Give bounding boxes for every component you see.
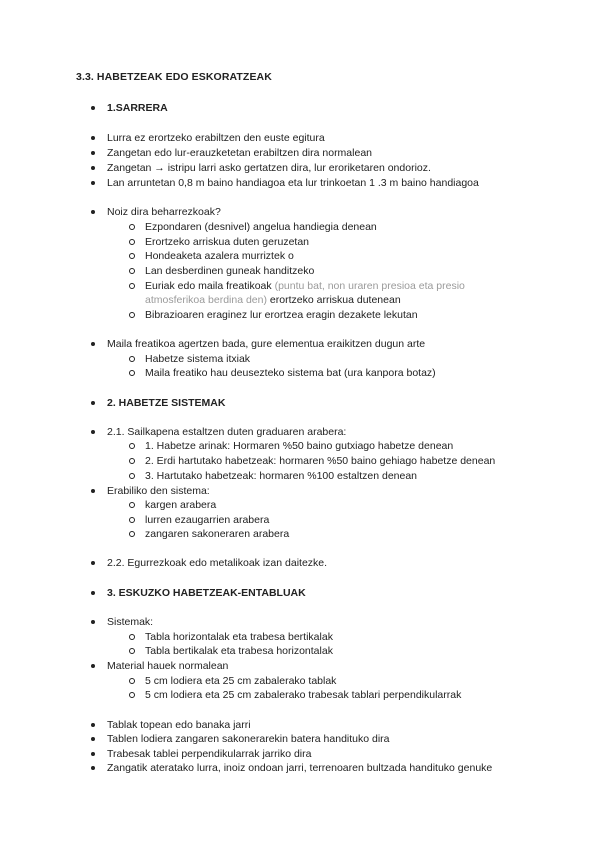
sub-list-item-note: (puntu bat, non uraren presioa eta presio xyxy=(274,280,465,292)
list-item: Erabiliko den sistema: xyxy=(107,485,210,497)
sub-list-item-note: atmosferikoa berdina den) xyxy=(145,294,267,306)
sub-list-item: Habetze sistema itxiak xyxy=(145,353,251,365)
sub-list-item: Ezpondaren (desnivel) angelua handiegia denean xyxy=(145,221,377,233)
sub-list-item xyxy=(145,279,465,293)
list-item: Noiz dira beharrezkoak? xyxy=(107,206,221,218)
list-item: Zangetan edo lur-erauzketetan erabiltzen dira normalean xyxy=(107,147,372,159)
sub-list-item: kargen arabera xyxy=(145,499,217,511)
sub-list-item: 3. Hartutako habetzeak: hormaren %100 estaltzen denean xyxy=(145,470,418,482)
sub-list-item-text: Euriak edo maila freatikoak xyxy=(145,280,272,292)
sub-list-item: Tabla bertikalak eta trabesa horizontalak xyxy=(145,645,333,657)
list-item: Material hauek normalean xyxy=(107,660,229,672)
document-title: 3.3. HABETZEAK EDO ESKORATZEAK xyxy=(76,71,272,83)
list-item: Zangatik ateratako lurra, inoiz ondoan jarri, terrenoaren bultzada handituko genuke xyxy=(107,762,493,774)
sub-list-item: Lan desberdinen guneak handitzeko xyxy=(145,265,315,277)
sub-list-item-text: erortzeko arriskua dutenean xyxy=(269,294,401,306)
list-item: 2.2. Egurrezkoak edo metalikoak izan daitezke. xyxy=(107,557,328,569)
list-item: Maila freatikoa agertzen bada, gure elementua eraikitzen dugun arte xyxy=(107,338,426,350)
list-item: Lan arruntetan 0,8 m baino handiagoa eta lur trinkoetan 1 .3 m baino handiagoa xyxy=(107,177,479,189)
list-item: Tablak topean edo banaka jarri xyxy=(107,719,251,731)
sub-list-item: zangaren sakoneraren arabera xyxy=(145,528,290,540)
sub-list-item: 5 cm lodiera eta 25 cm zabalerako trabesak tablari perpendikularrak xyxy=(145,689,462,701)
section-heading-eskuzko-habetzeak: 3. ESKUZKO HABETZEAK-ENTABLUAK xyxy=(107,587,306,599)
sub-list-item-continuation xyxy=(145,293,401,307)
sub-list-item: 5 cm lodiera eta 25 cm zabalerako tablak xyxy=(145,675,337,687)
list-item: Trabesak tablei perpendikularrak jarriko dira xyxy=(107,748,312,760)
sub-list-item: 1. Habetze arinak: Hormaren %50 baino gutxiago habetze denean xyxy=(145,440,454,452)
list-item: Sistemak: xyxy=(107,616,154,628)
sub-list-item: Hondeaketa azalera murriztek o xyxy=(145,250,294,262)
list-item: Zangetan → istripu larri asko gertatzen dira, lur eroriketaren ondorioz. xyxy=(107,162,431,174)
sub-list-item: 2. Erdi hartutako habetzeak: hormaren %50 baino gehiago habetze denean xyxy=(145,455,496,467)
sub-list-item: Erortzeko arriskua duten geruzetan xyxy=(145,236,310,248)
list-item: Tablen lodiera zangaren sakonerarekin batera handituko dira xyxy=(107,733,390,745)
sub-list-item: Maila freatiko hau deusezteko sistema bat (ura kanpora botaz) xyxy=(145,367,436,379)
sub-list-item: lurren ezaugarrien arabera xyxy=(145,514,270,526)
list-item: Lurra ez erortzeko erabiltzen den euste egitura xyxy=(107,132,325,144)
sub-list-item: Tabla horizontalak eta trabesa bertikalak xyxy=(145,631,333,643)
list-item: 2.1. Sailkapena estaltzen duten graduaren arabera: xyxy=(107,426,347,438)
section-heading-sarrera: 1.SARRERA xyxy=(107,102,168,114)
section-heading-habetze-sistemak: 2. HABETZE SISTEMAK xyxy=(107,397,226,409)
sub-list-item: Bibrazioaren eraginez lur erortzea eragin dezakete lekutan xyxy=(145,309,418,321)
